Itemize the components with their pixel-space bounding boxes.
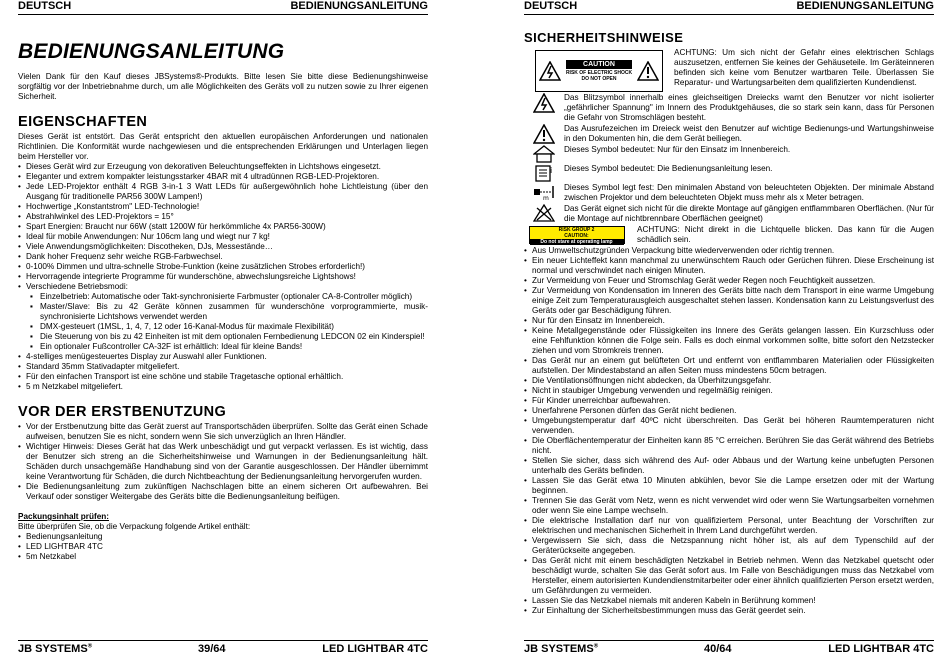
footer-page-number: 39/64 — [198, 643, 226, 654]
list-item: • Aus Umweltschutzgründen Verpackung bitte wiederverwenden oder richtig trennen. — [532, 246, 934, 256]
symbol-text: Dieses Symbol legt fest: Den minimalen Abstand von beleuchteten Objekten. Der minimale Abstand zwischen Projektor und dem beleuchteten Objekt muss mehr als x Meter betragen. — [564, 183, 934, 202]
list-item: • Zur Einhaltung der Sicherheitsbestimmungen muss das Gerät geerdet sein. — [532, 606, 934, 616]
list-item: • Vergewissern Sie sich, dass die Netzspannung nicht höher ist, als auf dem Typenschild auf der Geräterückseite angegeben. — [532, 536, 934, 556]
list-item: • Das Gerät nicht mit einem beschädigten Netzkabel in Betrieb nehmen. Wenn das Netzkabel quetscht oder beschädigt wurde, schalten Sie das Gerät sofort aus. Im Falle von Beschädigungen muss das Netzkabel vom Hersteller, einem autorisierten Kundendienstmitarbeiter oder einer ähnlich qualifizierten Person ersetzt werden, um Gefährdungen zu vermeiden. — [532, 556, 934, 596]
list-item: ▪ Ein optionaler Fußcontroller CA-32F ist erhältlich: Ideal für kleine Bands! — [40, 342, 428, 352]
lightning-triangle-icon — [533, 93, 555, 113]
list-item: • 5 m Netzkabel mitgeliefert. — [26, 382, 428, 392]
page-left — [18, 0, 428, 654]
pack-heading: Packungsinhalt prüfen: — [18, 512, 109, 521]
list-item: • Hochwertige „Konstantstrom" LED-Technologie! — [26, 202, 428, 212]
lightning-warning-icon — [539, 61, 561, 81]
list-item: • Stellen Sie sicher, dass sich während des Auf- oder Abbaus und der Wartung keine unbefugten Personen unterhalb des Geräts befinden. — [532, 456, 934, 476]
header-language: DEUTSCH — [18, 0, 72, 12]
safety-heading: SICHERHEITSHINWEISE — [524, 30, 684, 45]
list-item: • Die Bedienungsanleitung zum zukünftigen Nachschlagen bitte an einem sicheren Ort aufbewahren. Bei Verkauf oder sonstiger Weitergabe des Geräts bitte die Bedienungsanleitung beifügen. — [26, 482, 428, 502]
list-item: • Für den einfachen Transport ist eine schöne und stabile Tragetasche optional erhältlich. — [26, 372, 428, 382]
symbol-text: Dieses Symbol bedeutet: Nur für den Einsatz im Innenbereich. — [564, 145, 791, 154]
exclamation-triangle-icon — [533, 124, 555, 144]
page-right — [524, 0, 934, 654]
list-item: • Keine Metallgegenstände oder Flüssigkeiten ins Innere des Geräts gelangen lassen. Ein Kurzschluss oder eine Fehlfunktion können die Folge sein. Falls es doch einmal vorkommen sollte, bitte sofort den Netzstecker ziehen und vom Stromkreis trennen. — [532, 326, 934, 356]
list-item: ▪ Einzelbetrieb: Automatische oder Takt-synchronisierte Farbmuster (optionaler CA-8-Controller möglich) — [40, 292, 428, 302]
read-manual-icon — [533, 164, 555, 182]
symbol-row-lightning — [524, 93, 934, 123]
list-item: • LED LIGHTBAR 4TC — [26, 542, 428, 552]
svg-text:m: m — [543, 195, 549, 201]
distance-icon — [533, 183, 555, 201]
list-item: • Wichtiger Hinweis: Dieses Gerät hat das Werk unbeschädigt und gut verpackt verlassen. Es ist wichtig, dass der Benutzer sich streng an die Sicherheitshinweise und Warnungen in der Bedienungsanleitung hält. Schäden durch unsachgemäße Handhabung sind von der Garantie ausgeschlossen. Der Händler übernimmt keine Verantwortung für Schäden, die durch Nichtbeachtung der Bedienungsanleitung hervorgerufen wurden. — [26, 442, 428, 482]
caution-block — [524, 48, 934, 92]
list-item: • Nicht in staubiger Umgebung verwenden und regelmäßig reinigen. — [532, 386, 934, 396]
list-item: • Umgebungstemperatur darf 40ºC nicht überschreiten. Das Gerät bei höheren Raumtemperaturen nicht verwenden. — [532, 416, 934, 436]
symbol-text: Dieses Symbol bedeutet: Die Bedienungsanleitung lesen. — [564, 164, 773, 173]
intro-text: Vielen Dank für den Kauf dieses JBSystems®-Produkts. Bitte lesen Sie bitte diese Bedienungshinweise sorgfältig vor der Inbetriebnahme durch, um alle Möglichkeiten des Geräts voll zu nutzen sowie zu Ihrer eigenen Sicherheit. — [18, 72, 428, 101]
safety-list — [524, 246, 934, 616]
features-more-list — [18, 352, 428, 392]
no-flammable-surface-icon — [533, 204, 555, 222]
list-item: • Jede LED-Projektor enthält 4 RGB 3-in-1 3 Watt LEDs für außergewöhnlich hohe Lichtleistung (über den Ausgang für traditionelle PAR56 300W Lampen!) — [26, 182, 428, 202]
list-item: • Abstrahlwinkel des LED-Projektors = 15° — [26, 212, 428, 222]
header-doc-title: BEDIENUNGSANLEITUNG — [290, 0, 428, 12]
achtung-text-2: ACHTUNG: Nicht direkt in die Lichtquelle blicken. Das kann für die Augen schädlich sein. — [637, 225, 934, 244]
list-item: • Bedienungsanleitung — [26, 532, 428, 542]
symbol-text: Das Gerät eignet sich nicht für die direkte Montage auf gängigen entflammbaren Oberflächen. (Nur für die Montage auf nichtbrennbare Oberflächen geeignet) — [564, 204, 934, 223]
list-item: • Die elektrische Installation darf nur von qualifiziertem Personal, unter Beachtung der Vorschriften zur elektrischen und mechanischen Sicherheit in Ihrem Land durchgeführt werden. — [532, 516, 934, 536]
symbol-row-flammable — [524, 204, 934, 224]
list-item: • Lassen Sie das Gerät etwa 10 Minuten abkühlen, bevor Sie die Lampe ersetzen oder mit der Wartung beginnen. — [532, 476, 934, 496]
symbol-row-distance — [524, 183, 934, 203]
symbol-row-exclamation — [524, 124, 934, 144]
features-intro: Dieses Gerät ist entstört. Das Gerät entspricht den aktuellen europäischen Anforderungen und nationalen Richtlinien. Die Konformität wurde nachgewiesen und die entsprechenden Erklärungen und Unterlagen liegen beim Hersteller vor. — [18, 132, 428, 161]
achtung-text-1: ACHTUNG: Um sich nicht der Gefahr eines elektrischen Schlags auszusetzen, entfernen Sie keines der Gehäuseteile. Im Geräteinneren befinden sich keine vom Benutzer wartbaren Teile. Überlassen Sie Reparatur- und Wartungsarbeiten dem qualifizierten Kundendienst. — [674, 48, 934, 87]
risk-group-row — [524, 225, 934, 245]
list-item: • Spart Energien: Braucht nur 66W (statt 1200W für herkömmliche 4x PAR56-300W) — [26, 222, 428, 232]
list-item: • Zur Vermeidung von Feuer und Stromschlag Gerät weder Regen noch Feuchtigkeit aussetzen. — [532, 276, 934, 286]
footer-product: LED LIGHTBAR 4TC — [828, 643, 934, 654]
exclamation-warning-icon — [637, 61, 659, 81]
house-icon — [533, 145, 555, 163]
list-item: • Trennen Sie das Gerät vom Netz, wenn es nicht verwendet wird oder wenn Sie Wartungsarbeiten vornehmen oder wenn Sie eine Lampe wechseln. — [532, 496, 934, 516]
footer-brand: JB SYSTEMS® — [524, 643, 599, 654]
list-item: • 0-100% Dimmen und ultra-schnelle Strobe-Funktion (keine zusätzlichen Strobes erforderlich!) — [26, 262, 428, 272]
list-item: • Vor der Erstbenutzung bitte das Gerät zuerst auf Transportschäden überprüfen. Sollte das Gerät einen Schade aufweisen, benutzen Sie es nicht, sondern wenn Sie sich unverzüglich an Ihren Händler. — [26, 422, 428, 442]
list-item: • Verschiedene Betriebsmodi: — [26, 282, 428, 292]
list-item: ▪ Die Steuerung von bis zu 42 Einheiten ist mit dem optionalen Fernbedienung LEDCON 02 ein Kinderspiel! — [40, 332, 428, 342]
modes-list — [18, 292, 428, 352]
features-heading: EIGENSCHAFTEN — [18, 114, 148, 130]
caution-label: CAUTION RISK OF ELECTRIC SHOCK DO NOT OPEN — [535, 50, 663, 92]
pack-intro: Bitte überprüfen Sie, ob die Verpackung folgende Artikel enthält: — [18, 522, 251, 531]
list-item: ▪ DMX-gesteuert (1MSL, 1, 4, 7, 12 oder 16-Kanal-Modus für maximale Flexibilität) — [40, 322, 428, 332]
footer-brand: JB SYSTEMS® — [18, 643, 93, 654]
header-doc-title: BEDIENUNGSANLEITUNG — [796, 0, 934, 12]
footer-page-number: 40/64 — [704, 643, 732, 654]
list-item: • Ideal für mobile Anwendungen: Nur 106cm lang und wiegt nur 7 kg! — [26, 232, 428, 242]
prep-heading: VOR DER ERSTBENUTZUNG — [18, 404, 227, 420]
symbol-row-manual — [524, 164, 934, 182]
list-item: ▪ Master/Slave: Bis zu 42 Geräte können zusammen für wunderschöne vorprogrammierte, musik-synchronisierte Lichtshows verwendet werden — [40, 302, 428, 322]
list-item: • Nur für den Einsatz im Innenbereich. — [532, 316, 934, 326]
symbol-text: Das Ausrufezeichen im Dreieck weist den Benutzer auf wichtige Bedienungs-und Wartungshinweise in den Dokumenten hin, die dem Gerät beiliegen. — [564, 124, 934, 143]
list-item: • Viele Anwendungsmöglichkeiten: Discotheken, DJs, Messestände… — [26, 242, 428, 252]
symbol-text: Das Blitzsymbol innerhalb eines gleichseitigen Dreiecks warnt den Benutzer vor nicht isolierter „gefährlicher Spannung" im Innern des Produktgehäuses, die so stark sein kann, dass für Personen die Gefahr von Stromschlägen besteht. — [564, 93, 934, 122]
footer-product: LED LIGHTBAR 4TC — [322, 643, 428, 654]
page-title: BEDIENUNGSANLEITUNG — [18, 40, 285, 63]
page-header — [524, 0, 934, 15]
svg-text:i: i — [550, 166, 553, 175]
symbol-row-indoor — [524, 145, 934, 163]
list-item: • Standard 35mm Stativadapter mitgeliefert. — [26, 362, 428, 372]
list-item: • Ein neuer Lichteffekt kann manchmal zu unerwünschtem Rauch oder Gerüchen führen. Diese Erscheinung ist normal und verschwindet nach einigen Minuten. — [532, 256, 934, 276]
list-item: • Zur Vermeidung von Kondensation im Inneren des Geräts bitte nach dem Transport in eine warme Umgebung einige Zeit zum Temperaturausgleich ausgeschaltet stehen lassen. Kondensation kann zu Leistungsverlust des Geräts oder gar Beschädigung führen. — [532, 286, 934, 316]
list-item: • 4-stelliges menügesteuertes Display zur Auswahl aller Funktionen. — [26, 352, 428, 362]
page-footer — [18, 640, 428, 654]
list-item: • Das Gerät nur an einem gut belüfteten Ort und entfernt von entflammbaren Materialien oder Flüssigkeiten aufstellen. Der Mindestabstand an allen Seiten muss mindestens 50cm betragen. — [532, 356, 934, 376]
page-footer — [524, 640, 934, 654]
list-item: • Unerfahrene Personen dürfen das Gerät nicht bedienen. — [532, 406, 934, 416]
list-item: • Dank hoher Frequenz sehr weiche RGB-Farbwechsel. — [26, 252, 428, 262]
risk-group-label: RISK GROUP 2 CAUTION: Do not stare at operating lamp — [529, 226, 625, 244]
list-item: • Die Oberflächentemperatur der Einheiten kann 85 °C erreichen. Berühren Sie das Gerät während des Betriebs nicht. — [532, 436, 934, 456]
list-item: • Die Ventilationsöffnungen nicht abdecken, da Überhitzungsgefahr. — [532, 376, 934, 386]
list-item: • 5m Netzkabel — [26, 552, 428, 562]
list-item: • Hervorragende integrierte Programme für wunderschöne, abwechslungsreiche Lightshows! — [26, 272, 428, 282]
prep-list — [18, 422, 428, 502]
features-list — [18, 162, 428, 292]
list-item: • Dieses Gerät wird zur Erzeugung von dekorativen Beleuchtungseffekten in Lichtshows eingesetzt. — [26, 162, 428, 172]
list-item: • Lassen Sie das Netzkabel niemals mit anderen Kabeln in Berührung kommen! — [532, 596, 934, 606]
list-item: • Für Kinder unerreichbar aufbewahren. — [532, 396, 934, 406]
list-item: • Eleganter und extrem kompakter leistungsstarker 4BAR mit 4 ultradünnen RGB-LED-Projektoren. — [26, 172, 428, 182]
header-language: DEUTSCH — [524, 0, 578, 12]
pack-list — [18, 532, 428, 562]
page-header — [18, 0, 428, 15]
